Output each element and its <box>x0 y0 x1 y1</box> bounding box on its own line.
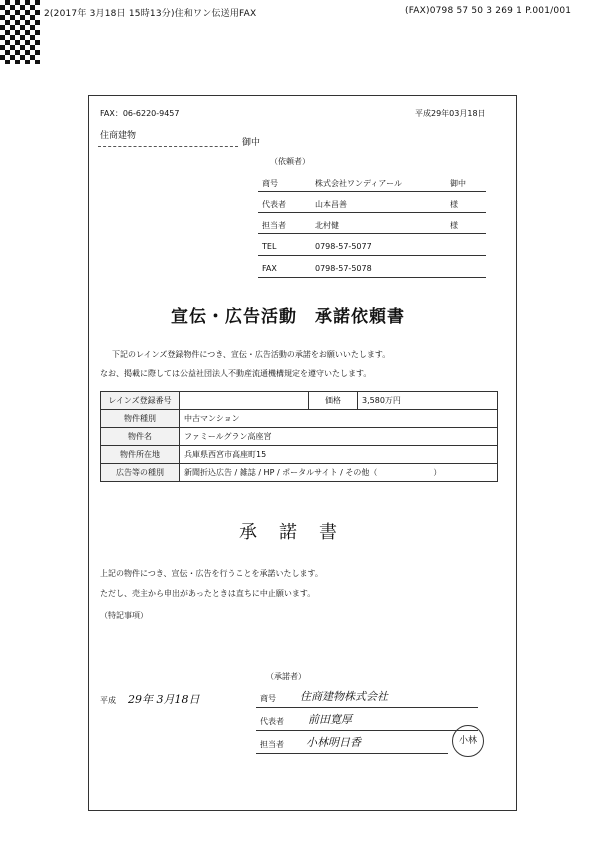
requester-representative-suffix: 様 <box>450 200 458 209</box>
recipient-underline <box>98 146 238 147</box>
consenter-contact: 小林明日香 <box>306 736 361 749</box>
reins-number-label: レインズ登録番号 <box>101 392 180 410</box>
requester-contact: 北村健 <box>315 221 339 230</box>
consenter-representative: 前田寛厚 <box>308 713 352 726</box>
price-label: 価格 <box>309 392 358 410</box>
table-row <box>101 446 498 464</box>
ad-type-label: 広告等の種別 <box>101 464 180 482</box>
requester-row-line <box>258 277 486 278</box>
consent-line-1: 上記の物件につき、宣伝・広告を行うことを承諾いたします。 <box>100 569 323 578</box>
requester-row-line <box>258 191 486 192</box>
consenter-row-line <box>256 730 478 731</box>
table-row <box>101 410 498 428</box>
document-date: 平成29年03月18日 <box>415 109 486 118</box>
requester-label-representative: 代表者 <box>262 200 286 209</box>
requester-label-tel: TEL <box>262 242 277 251</box>
requester-label-contact: 担当者 <box>262 221 286 230</box>
property-info-table <box>100 391 498 482</box>
consenter-company: 住商建物株式会社 <box>300 690 388 703</box>
consenter-label-representative: 代表者 <box>260 717 284 726</box>
special-notes-label: （特記事項） <box>100 611 148 620</box>
requester-representative: 山本昌善 <box>315 200 347 209</box>
fax-header-left: 2(2017年 3月18日 15時13分)住和ワン伝送用FAX <box>44 9 257 19</box>
consent-date: 29年 3月18日 <box>128 693 200 706</box>
ad-type-value: 新聞折込広告 / 雑誌 / HP / ポータルサイト / その他（ ） <box>180 464 498 482</box>
seal-stamp: 小林 <box>452 725 484 757</box>
requester-contact-suffix: 様 <box>450 221 458 230</box>
document-title: 宣伝・広告活動 承諾依頼書 <box>171 307 405 327</box>
requester-company: 株式会社ワンディアール <box>315 179 402 188</box>
consenter-label-contact: 担当者 <box>260 740 284 749</box>
requester-label-fax: FAX <box>262 264 277 273</box>
requester-row-line <box>258 212 486 213</box>
table-row <box>101 428 498 446</box>
consent-line-2: ただし、売主から申出があったときは直ちに中止願います。 <box>100 589 316 598</box>
property-name-label: 物件名 <box>101 428 180 446</box>
requester-row-line <box>258 255 486 256</box>
recipient-honorific: 御中 <box>242 138 261 148</box>
fax-header-right: (FAX)0798 57 50 3 269 1 P.001/001 <box>405 6 572 16</box>
property-type-label: 物件種別 <box>101 410 180 428</box>
table-row <box>101 392 498 410</box>
intro-line-1: 下記のレインズ登録物件につき、宣伝・広告活動の承諾をお願いいたします。 <box>112 350 391 359</box>
consent-title: 承諾書 <box>239 522 359 543</box>
property-location-value: 兵庫県西宮市高座町15 <box>180 446 498 464</box>
requester-heading: （依頼者） <box>270 157 310 166</box>
requester-fax: 0798-57-5078 <box>315 264 372 273</box>
requester-row-line <box>258 233 486 234</box>
reins-number-value <box>180 392 309 410</box>
consent-date-prefix: 平成 <box>100 696 116 705</box>
consenter-row-line <box>256 707 478 708</box>
requester-company-suffix: 御中 <box>450 179 466 188</box>
fax-checker-mark <box>0 0 40 64</box>
consenter-heading: （承諾者） <box>266 672 306 681</box>
property-name-value: ファミールグラン高座宮 <box>180 428 498 446</box>
price-value: 3,580万円 <box>358 392 498 410</box>
requester-label-company: 商号 <box>262 179 278 188</box>
sender-fax: FAX：06-6220-9457 <box>100 109 180 118</box>
requester-tel: 0798-57-5077 <box>315 242 372 251</box>
property-type-value: 中古マンション <box>180 410 498 428</box>
consenter-label-company: 商号 <box>260 694 276 703</box>
table-row <box>101 464 498 482</box>
consenter-row-line <box>256 753 448 754</box>
intro-line-2: なお、掲載に際しては公益社団法人不動産流通機構規定を遵守いたします。 <box>100 369 372 378</box>
recipient-company: 住商建物 <box>100 131 137 141</box>
property-location-label: 物件所在地 <box>101 446 180 464</box>
